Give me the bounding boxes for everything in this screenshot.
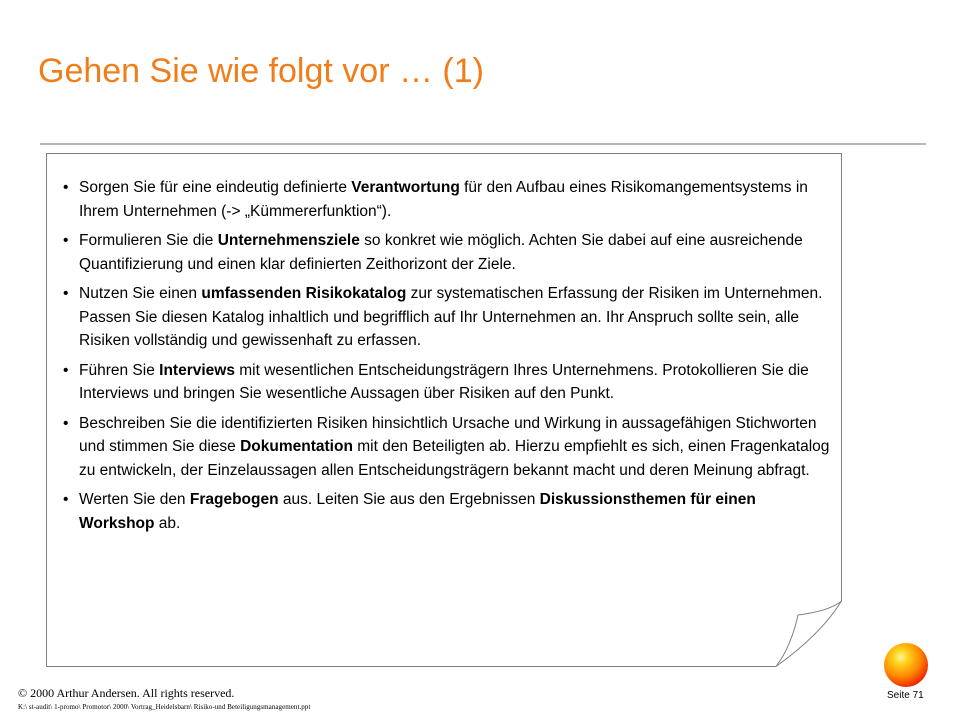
bullet-list <box>62 176 832 541</box>
bullet-text: so konkret wie möglich. Achten Sie dabei auf eine ausreichende Quantifizierung und einen klar definierten Zeithorizont der Ziele. <box>79 232 803 273</box>
bullet-emphasis: Verantwortung <box>351 179 460 196</box>
bullet-emphasis: Fragebogen <box>189 491 279 508</box>
bullet-text: Sorgen Sie für eine eindeutig definierte <box>79 179 352 196</box>
bullet-emphasis: Dokumentation <box>240 438 353 455</box>
bullet-text: Beschreiben Sie die identifizierten Risiken hinsichtlich Ursache und Wirkung in aussagefähigen Stichworten und stimmen Sie diese <box>79 414 817 455</box>
bullet-text: ab. <box>154 514 181 532</box>
bullet-text: zur systematischen Erfassung der Risiken im Unternehmen. Passen Sie diesen Katalog inhaltlich und begrifflich auf Ihr Unternehmen an. Ihr Anspruch sollte sein, alle Risiken vollständig und gewissenhaft zu erfassen. <box>79 285 823 349</box>
copyright-text: © 2000 Arthur Andersen. All rights reserved. <box>18 686 235 700</box>
bullet-emphasis: Interviews <box>159 361 235 379</box>
bullet-text: Formulieren Sie die <box>79 232 218 249</box>
bullet-item <box>62 359 832 406</box>
bullet-emphasis: umfassenden Risikokatalog <box>201 285 407 302</box>
bullet-item <box>62 282 832 353</box>
bullet-emphasis: Unternehmensziele <box>217 232 360 249</box>
bullet-emphasis: Diskussionsthemen für einen Workshop <box>79 491 756 532</box>
bullet-text: Führen Sie <box>79 361 160 379</box>
bullet-text: mit wesentlichen Entscheidungsträgern Ihres Unternehmens. Protokollieren Sie die Interviews und bringen Sie wesentliche Aussagen über Risiken auf den Punkt. <box>79 361 809 402</box>
bullet-text: aus. Leiten Sie aus den Ergebnissen <box>278 491 540 508</box>
bullet-item <box>62 176 832 223</box>
bullet-text: für den Aufbau eines Risikomangementsystems in Ihrem Unternehmen (-> „Kümmererfunktion“). <box>79 179 808 220</box>
bullet-text: mit den Beteiligten ab. Hierzu empfiehlt es sich, einen Fragenkatalog zu entwickeln, der Einzelaussagen allen Entscheidungsträgern bekannt macht und deren Meinung abfragt. <box>79 438 830 479</box>
slide-title: Gehen Sie wie folgt vor … (1) <box>38 52 484 90</box>
bullet-item <box>62 412 832 483</box>
title-divider <box>40 143 926 145</box>
orange-sphere-logo-icon <box>884 643 928 687</box>
bullet-text: Nutzen Sie einen <box>79 285 202 302</box>
bullet-item <box>62 229 832 276</box>
page-number: Seite 71 <box>887 690 924 701</box>
file-path-text: K:\ st-audit\ 1-promo\ Promotor\ 2000\ Vortrag_Heidelsbarn\ Risiko-und Beteiligungsmanagement.ppt <box>18 703 311 711</box>
bullet-text: Werten Sie den <box>79 491 190 508</box>
bullet-item <box>62 488 832 535</box>
